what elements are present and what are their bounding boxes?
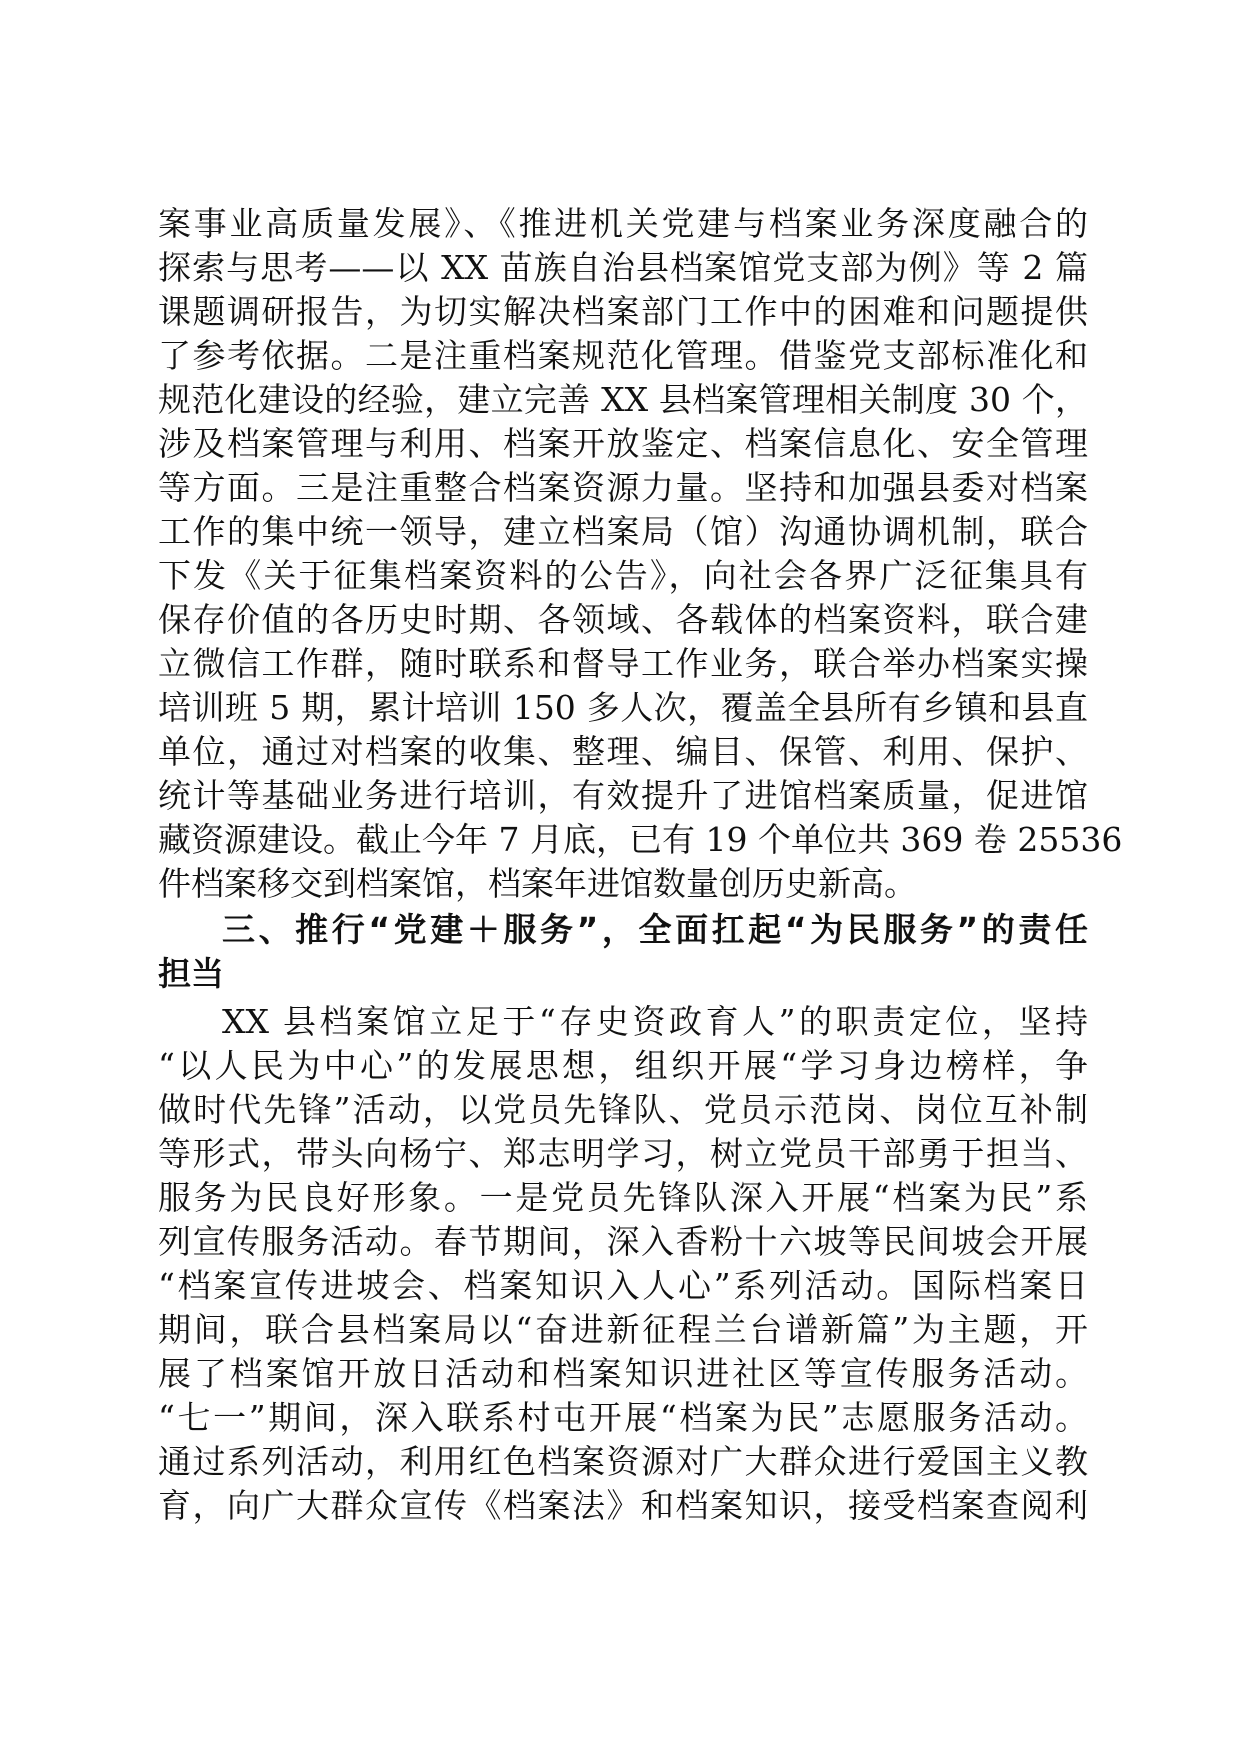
body-line-29: 通过系列活动，利用红色档案资源对广大群众进行爱国主义教 [158, 1442, 1088, 1481]
body-line-11: 立微信工作群，随时联系和督导工作业务，联合举办档案实操 [158, 644, 1088, 683]
body-line-7: 等方面。三是注重整合档案资源力量。坚持和加强县委对档案 [158, 468, 1088, 507]
body-line-25: “档案宣传进坡会、档案知识入人心”系列活动。国际档案日 [158, 1266, 1088, 1305]
section-heading-line-1: 三、推行“党建＋服务”，全面扛起“为民服务”的责任 [222, 910, 1088, 949]
body-line-3: 课题调研报告，为切实解决档案部门工作中的困难和问题提供 [158, 292, 1088, 331]
body-line-22: 等形式，带头向杨宁、郑志明学习，树立党员干部勇于担当、 [158, 1134, 1088, 1173]
body-line-12: 培训班 5 期，累计培训 150 多人次，覆盖全县所有乡镇和县直 [158, 688, 1088, 727]
body-line-9: 下发《关于征集档案资料的公告》，向社会各界广泛征集具有 [158, 556, 1088, 595]
section-heading-line-2: 担当 [158, 954, 224, 993]
body-line-21: 做时代先锋”活动，以党员先锋队、党员示范岗、岗位互补制 [158, 1090, 1088, 1129]
body-line-1: 案事业高质量发展》、《推进机关党建与档案业务深度融合的 [158, 204, 1088, 243]
body-line-20: “以人民为中心”的发展思想，组织开展“学习身边榜样，争 [158, 1046, 1088, 1085]
body-line-27: 展了档案馆开放日活动和档案知识进社区等宣传服务活动。 [158, 1354, 1088, 1393]
body-line-6: 涉及档案管理与利用、档案开放鉴定、档案信息化、安全管理 [158, 424, 1088, 463]
body-line-13: 单位，通过对档案的收集、整理、编目、保管、利用、保护、 [158, 732, 1088, 771]
body-line-16: 件档案移交到档案馆，档案年进馆数量创历史新高。 [158, 864, 917, 903]
body-line-28: “七一”期间，深入联系村屯开展“档案为民”志愿服务活动。 [158, 1398, 1088, 1437]
body-line-2: 探索与思考——以 XX 苗族自治县档案馆党支部为例》等 2 篇 [158, 248, 1088, 287]
body-line-23: 服务为民良好形象。一是党员先锋队深入开展“档案为民”系 [158, 1178, 1088, 1217]
body-line-30: 育，向广大群众宣传《档案法》和档案知识，接受档案查阅利 [158, 1486, 1088, 1525]
body-line-19: XX 县档案馆立足于“存史资政育人”的职责定位，坚持 [222, 1002, 1088, 1041]
body-line-5: 规范化建设的经验，建立完善 XX 县档案管理相关制度 30 个， [158, 380, 1088, 419]
body-line-24: 列宣传服务活动。春节期间，深入香粉十六坡等民间坡会开展 [158, 1222, 1088, 1261]
body-line-4: 了参考依据。二是注重档案规范化管理。借鉴党支部标准化和 [158, 336, 1088, 375]
body-line-26: 期间，联合县档案局以“奋进新征程兰台谱新篇”为主题，开 [158, 1310, 1088, 1349]
body-line-14: 统计等基础业务进行培训，有效提升了进馆档案质量，促进馆 [158, 776, 1088, 815]
body-line-15: 藏资源建设。截止今年 7 月底，已有 19 个单位共 369 卷 25536 [158, 820, 1123, 859]
body-line-8: 工作的集中统一领导，建立档案局（馆）沟通协调机制，联合 [158, 512, 1088, 551]
body-line-10: 保存价值的各历史时期、各领域、各载体的档案资料，联合建 [158, 600, 1088, 639]
